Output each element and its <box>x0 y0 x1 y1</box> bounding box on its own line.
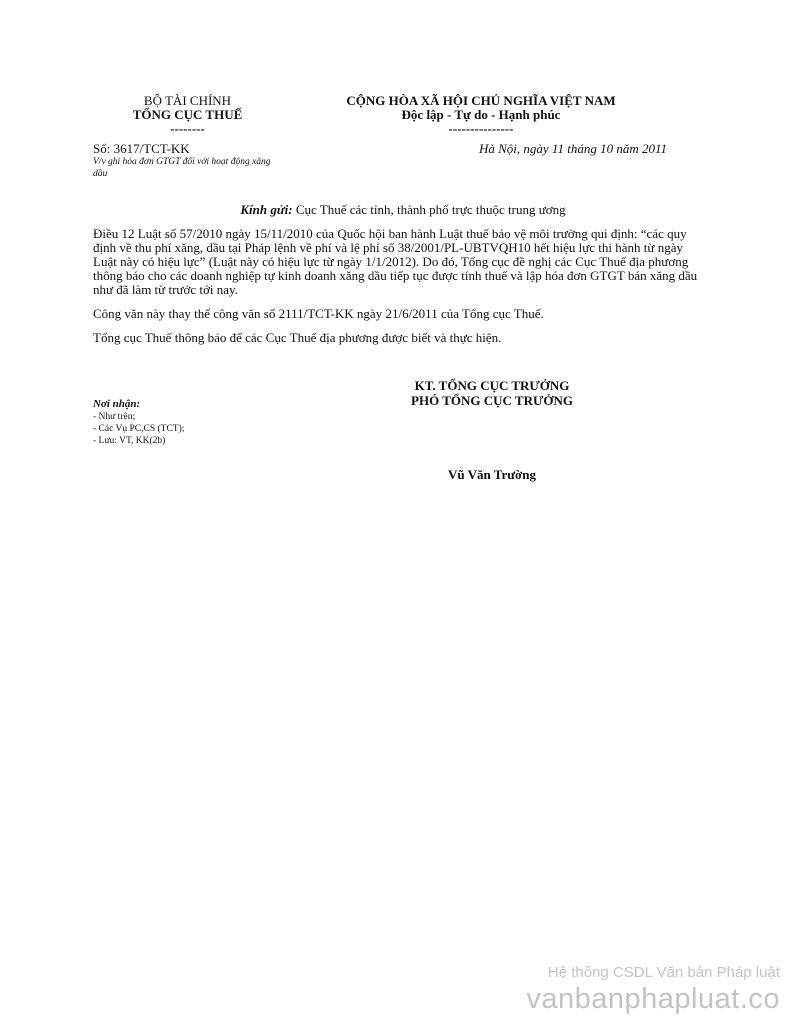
addressee-line <box>93 202 713 218</box>
document-subject: V/v ghi hóa đơn GTGT đối với hoạt động xăng dầu <box>93 157 271 179</box>
national-motto: Độc lập - Tự do - Hạnh phúc <box>401 107 561 122</box>
recipients-list <box>93 398 293 447</box>
addressee-text: Cục Thuế các tỉnh, thành phố trực thuộc trung ương <box>292 202 566 217</box>
org-separator: -------- <box>170 121 205 136</box>
issuing-organization <box>95 94 280 136</box>
watermark-caption: Hệ thống CSDL Văn bản Pháp luật <box>547 964 780 981</box>
watermark-domain: vanbanphapluat.co <box>526 983 780 1015</box>
recipient-item: - Lưu: VT, KK(2b) <box>93 436 166 446</box>
body-paragraph: Tổng cục Thuế thông báo để các Cục Thuế địa phương được biết và thực hiện. <box>93 330 502 345</box>
recipient-item: - Như trên; <box>93 412 136 422</box>
place-date: Hà Nội, ngày 11 tháng 10 năm 2011 <box>478 141 667 156</box>
body-paragraph: Điều 12 Luật số 57/2010 ngày 15/11/2010 của Quốc hội ban hành Luật thuế bảo vệ môi trường qui định: “các quy định về thu phí xăng, dầu tại Pháp lệnh về phí và lệ phí số 38/2001/PL-UBTVQH10 hết hiệu lực thi hành từ ngày Luật này có hiệu lực” (Luật này có hiệu lực từ ngày 1/1/2012). Do đó, Tổng cục đề nghị các Cục Thuế địa phương thông báo cho các doanh nghiệp tự kinh doanh xăng dầu tiếp tục được tính thuế và lập hóa đơn GTGT bán xăng dầu như đã làm từ trước tới nay. <box>93 226 698 297</box>
signature-block <box>370 378 614 408</box>
signer-name: Vũ Văn Trường <box>448 467 536 482</box>
signature-title-2: PHÓ TỔNG CỤC TRƯỞNG <box>411 393 573 408</box>
body-paragraph: Công văn này thay thế công văn số 2111/TCT-KK ngày 21/6/2011 của Tổng cục Thuế. <box>93 306 544 321</box>
site-watermark <box>526 964 780 1016</box>
department-name: TỔNG CỤC THUẾ <box>132 107 243 122</box>
recipient-item: - Các Vụ PC,CS (TCT); <box>93 424 185 434</box>
ministry-name: BỘ TÀI CHÍNH <box>143 93 232 108</box>
document-number: Số: 3617/TCT-KK <box>93 141 190 156</box>
signature-title-1: KT. TỔNG CỤC TRƯỞNG <box>414 378 570 393</box>
addressee-label: Kính gửi: <box>240 202 293 217</box>
country-name: CỘNG HÒA XÃ HỘI CHỦ NGHĨA VIỆT NAM <box>346 93 616 108</box>
nation-separator: --------------- <box>448 121 514 136</box>
recipients-heading: Nơi nhận: <box>93 398 141 410</box>
national-heading <box>320 94 642 136</box>
